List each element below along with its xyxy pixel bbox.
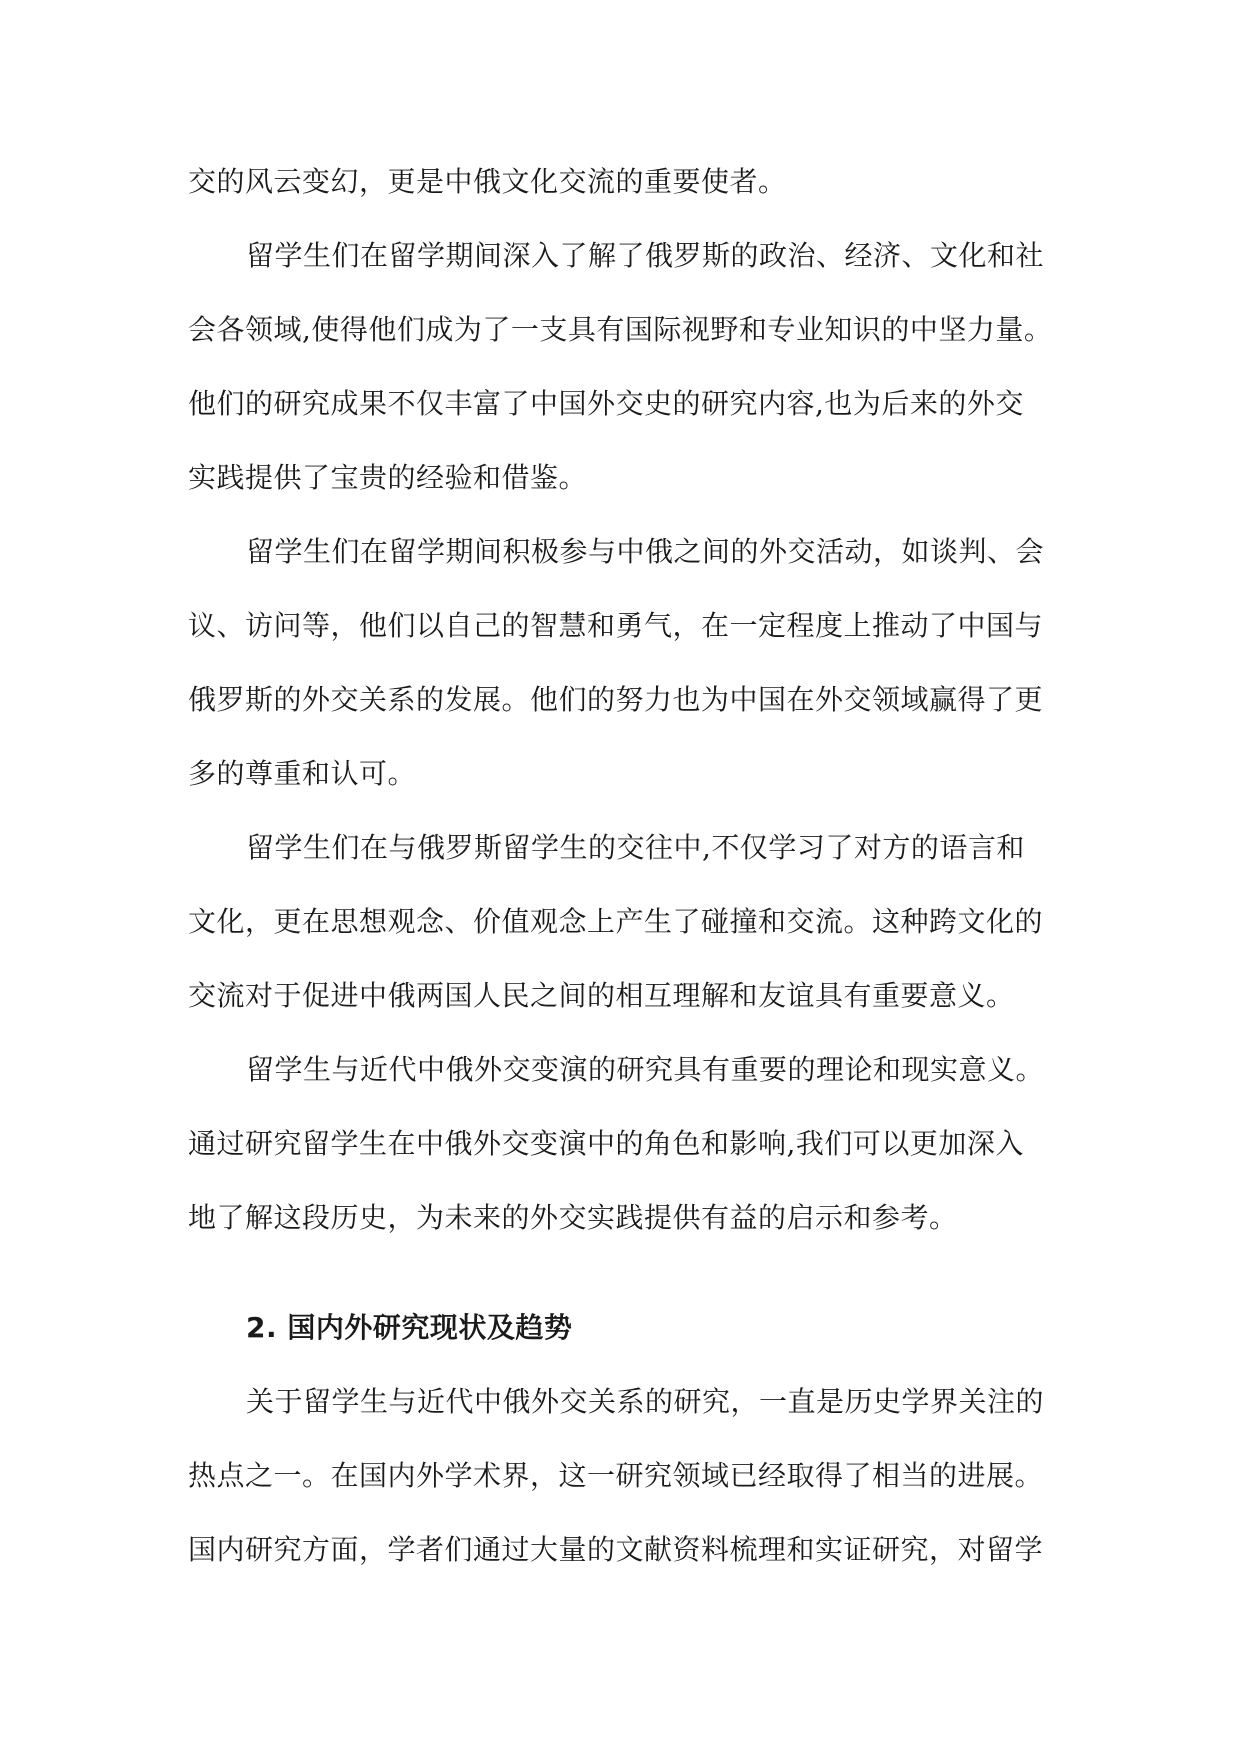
paragraph-line: 热点之一。在国内外学术界，这一研究领域已经取得了相当的进展。 xyxy=(188,1459,1044,1492)
paragraph-line: 俄罗斯的外交关系的发展。他们的努力也为中国在外交领域赢得了更 xyxy=(188,683,1044,716)
paragraph-line: 国内研究方面，学者们通过大量的文献资料梳理和实证研究，对留学 xyxy=(188,1533,1044,1566)
paragraph-line: 留学生们在与俄罗斯留学生的交往中,不仅学习了对方的语言和 xyxy=(246,831,1025,864)
paragraph-line: 文化，更在思想观念、价值观念上产生了碰撞和交流。这种跨文化的 xyxy=(188,905,1044,938)
paragraph-line: 地了解这段历史，为未来的外交实践提供有益的启示和参考。 xyxy=(188,1201,958,1234)
document-body xyxy=(188,145,1056,1587)
paragraph-line: 交流对于促进中俄两国人民之间的相互理解和友谊具有重要意义。 xyxy=(188,979,1015,1012)
paragraph-line: 留学生们在留学期间深入了解了俄罗斯的政治、经济、文化和社 xyxy=(246,239,1045,272)
paragraph-line: 他们的研究成果不仅丰富了中国外交史的研究内容,也为后来的外交 xyxy=(188,387,1024,420)
paragraph-line: 留学生们在留学期间积极参与中俄之间的外交活动，如谈判、会 xyxy=(246,535,1045,568)
section-heading: 2. 国内外研究现状及趋势 xyxy=(246,1311,573,1344)
paragraph-line: 会各领域,使得他们成为了一支具有国际视野和专业知识的中坚力量。 xyxy=(188,313,1053,346)
paragraph-line: 多的尊重和认可。 xyxy=(188,757,417,790)
section-spacer xyxy=(188,1255,1056,1291)
paragraph-line: 关于留学生与近代中俄外交关系的研究，一直是历史学界关注的 xyxy=(246,1385,1045,1418)
paragraph-line: 交的风云变幻，更是中俄文化交流的重要使者。 xyxy=(188,165,787,198)
paragraph-line: 留学生与近代中俄外交变演的研究具有重要的理论和现实意义。 xyxy=(246,1053,1045,1086)
paragraph-line: 通过研究留学生在中俄外交变演中的角色和影响,我们可以更加深入 xyxy=(188,1127,1024,1160)
paragraph-line: 实践提供了宝贵的经验和借鉴。 xyxy=(188,461,588,494)
paragraph-line: 议、访问等，他们以自己的智慧和勇气，在一定程度上推动了中国与 xyxy=(188,609,1044,642)
